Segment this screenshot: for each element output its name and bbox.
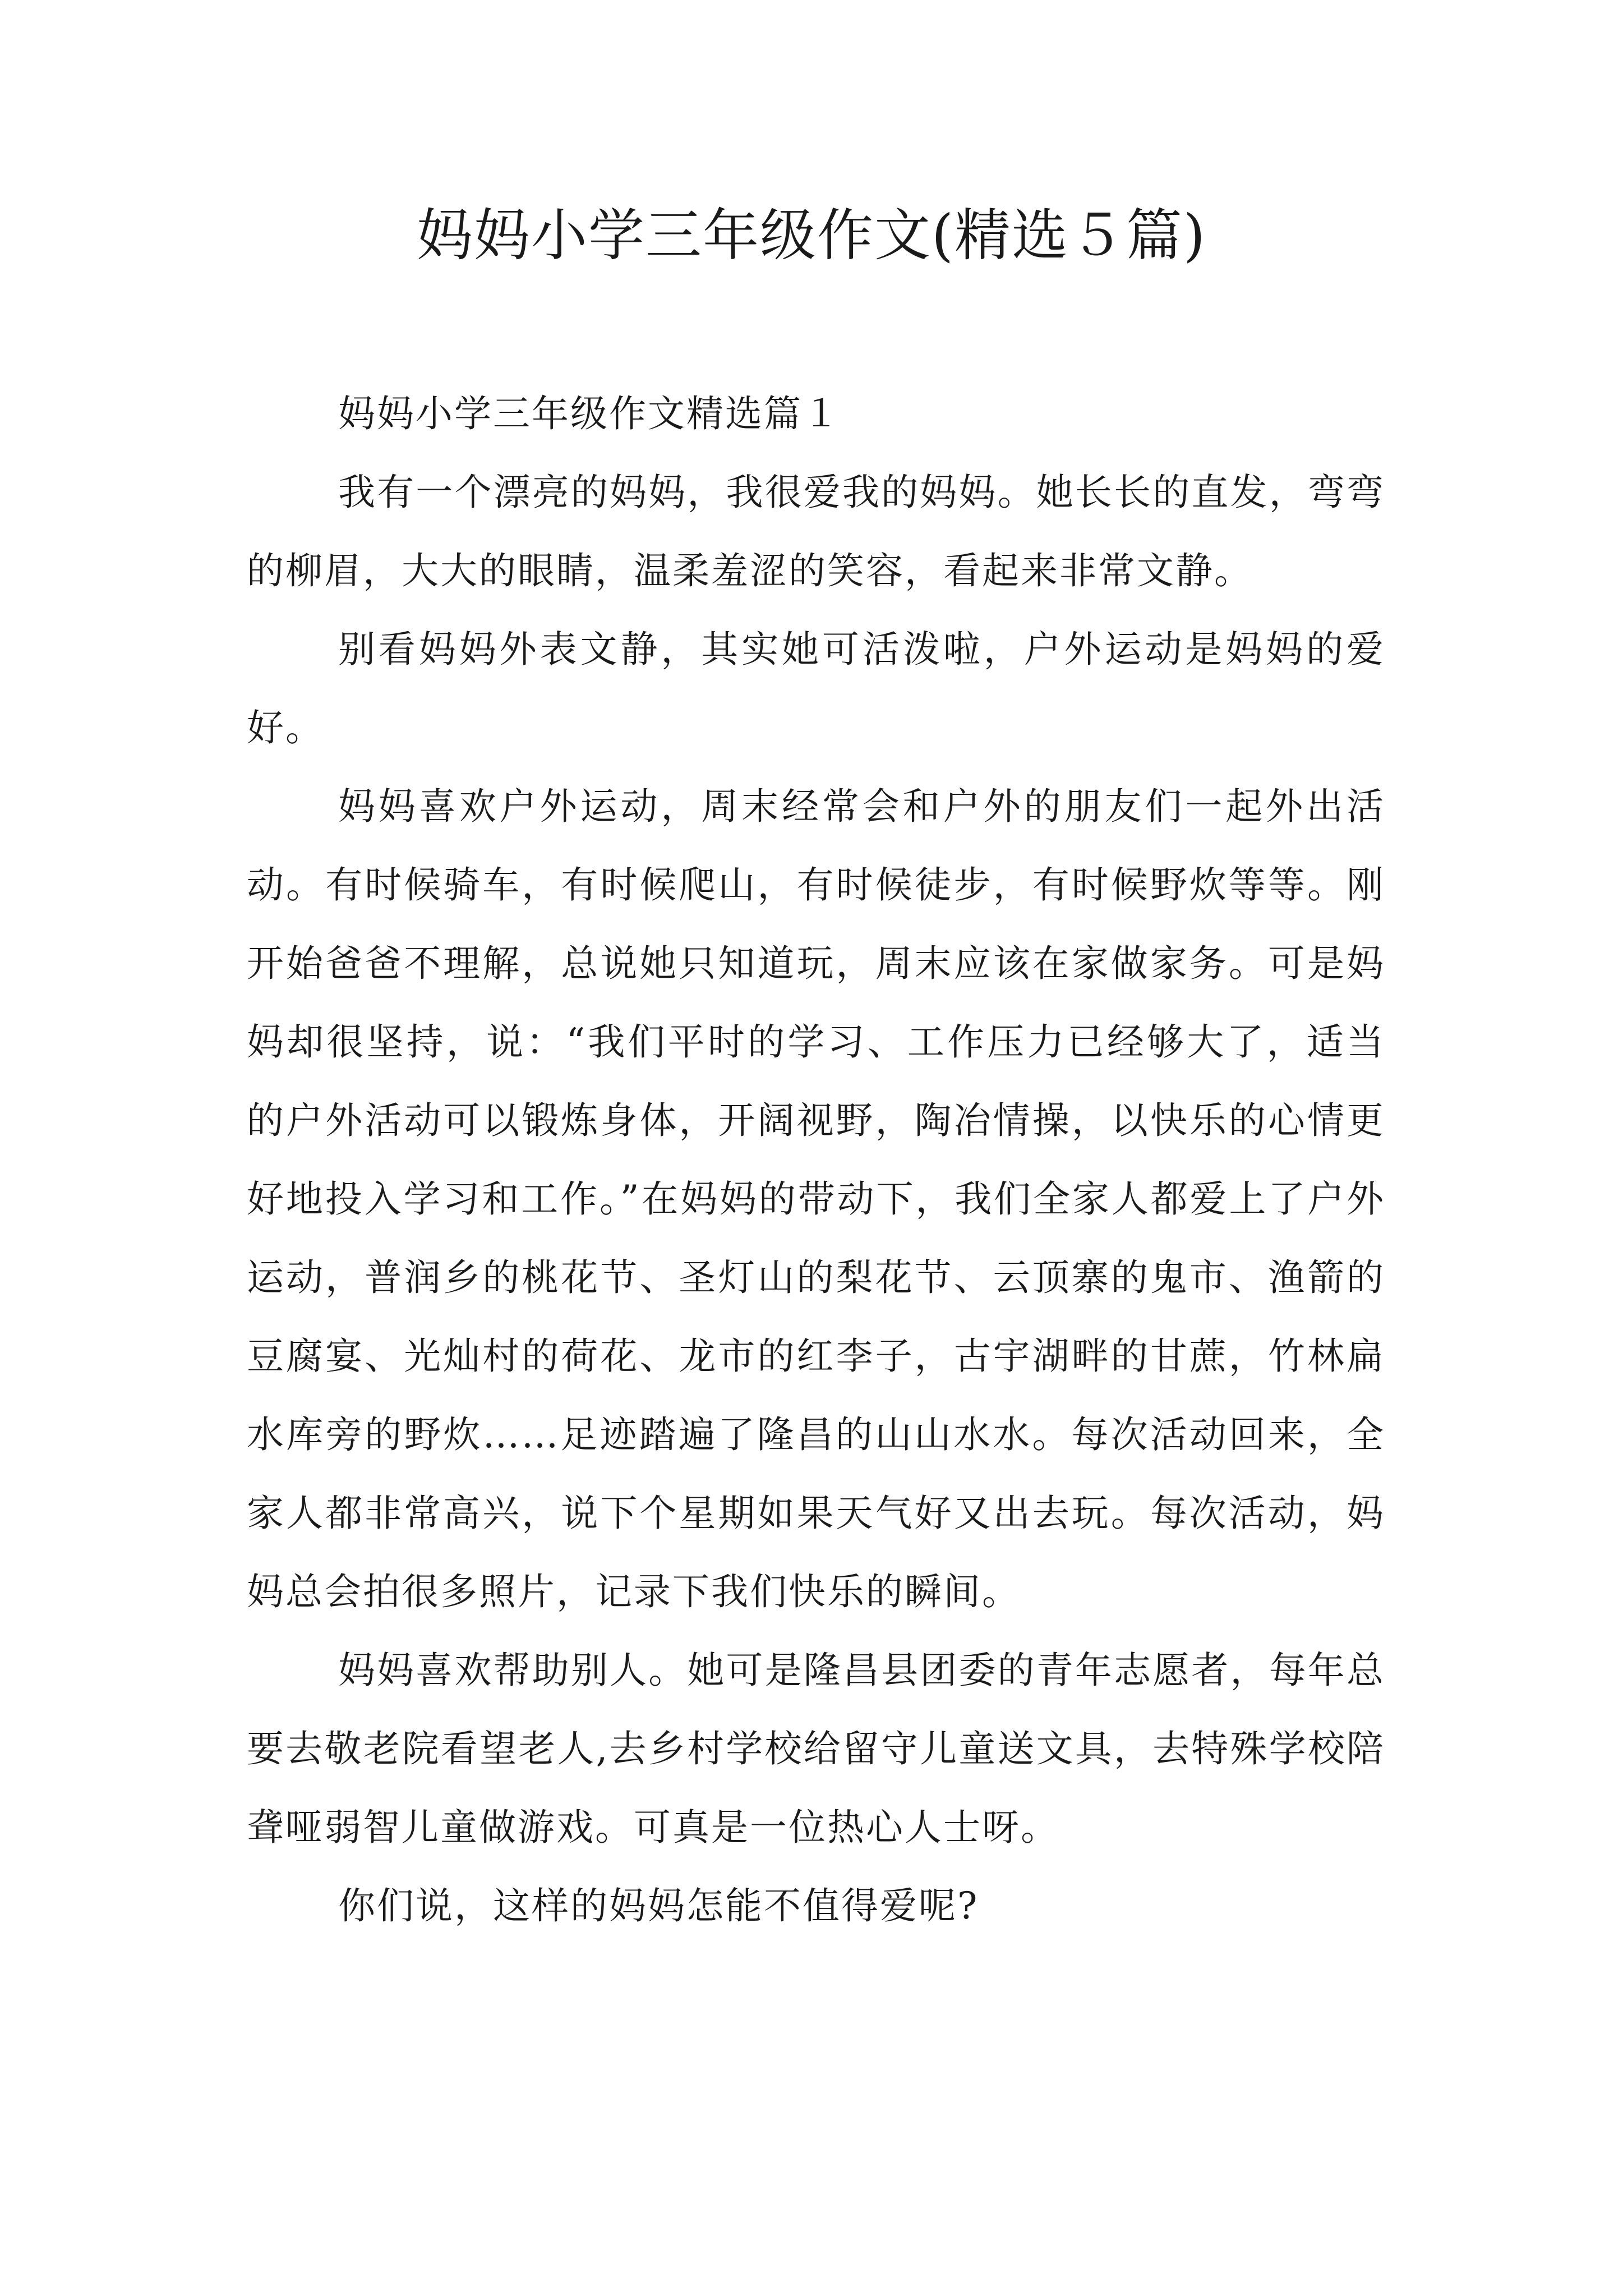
document-title: 妈妈小学三年级作文(精选５篇) xyxy=(416,203,1207,268)
paragraph: 妈妈喜欢帮助别人。她可是隆昌县团委的青年志愿者，每年总要去敬老院看望老人,去乡村学校给留守儿童送文具，去特殊学校陪聋哑弱智儿童做游戏。可真是一位热心人士呀。 xyxy=(247,1649,1385,1849)
paragraph: 别看妈妈外表文静，其实她可活泼啦，户外运动是妈妈的爱好。 xyxy=(247,628,1385,749)
paragraph: 我有一个漂亮的妈妈，我很爱我的妈妈。她长长的直发，弯弯的柳眉，大大的眼睛，温柔羞涩的笑容，看起来非常文静。 xyxy=(247,471,1385,592)
paragraph: 你们说，这样的妈妈怎能不值得爱呢? xyxy=(338,1884,979,1927)
section-heading: 妈妈小学三年级作文精选篇１ xyxy=(338,392,841,435)
document-body xyxy=(247,375,1385,1945)
paragraph: 妈妈喜欢户外运动，周末经常会和户外的朋友们一起外出活动。有时候骑车，有时候爬山，有时候徒步，有时候野炊等等。刚开始爸爸不理解，总说她只知道玩，周末应该在家做家务。可是妈妈却很坚持，说：“我们平时的学习、工作压力已经够大了，适当的户外活动可以锻炼身体，开阔视野，陶冶情操，以快乐的心情更好地投入学习和工作。”在妈妈的带动下，我们全家人都爱上了户外运动，普润乡的桃花节、圣灯山的梨花节、云顶寨的鬼市、渔箭的豆腐宴、光灿村的荷花、龙市的红李子，古宇湖畔的甘蔗，竹林扁水库旁的野炊……足迹踏遍了隆昌的山山水水。每次活动回来，全家人都非常高兴，说下个星期如果天气好又出去玩。每次活动，妈妈总会拍很多照片，记录下我们快乐的瞬间。 xyxy=(247,785,1385,1613)
